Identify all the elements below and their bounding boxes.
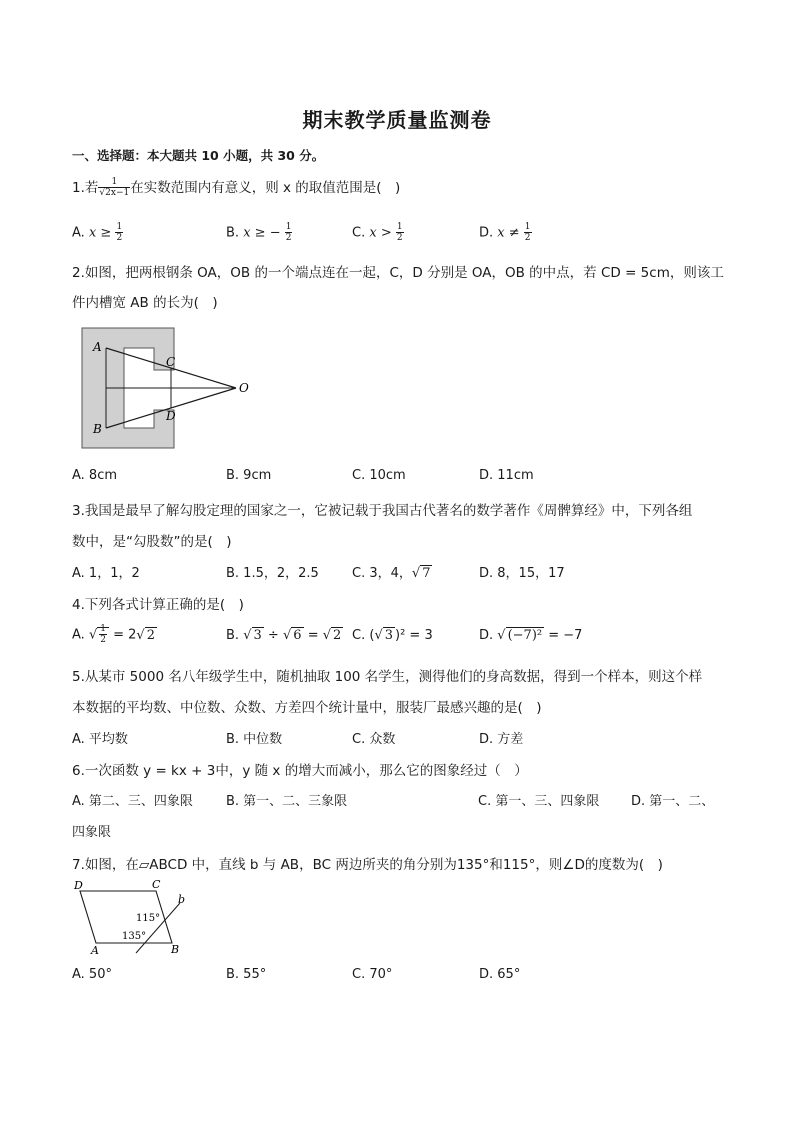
question-1-stem: 1.若 $\frac{1}{√2x-1}$ 在实数范围内有意义，则 x 的取值范围是( ) [72, 177, 401, 198]
question-2-option-d: D. 11cm [479, 468, 534, 483]
question-2-option-a: A. 8cm [72, 468, 118, 483]
question-2-figure [76, 326, 256, 450]
question-6-stem: 6.一次函数 y = kx + 3中，y 随 x 的增大而减小，那么它的图象经过（ ） [72, 763, 528, 779]
angle-135-label: 135° [122, 931, 147, 942]
question-5-option-d: D. 方差 [479, 732, 524, 747]
question-3-option-b: B. 1.5，2，2.5 [226, 566, 319, 581]
angle-115-label: 115° [136, 913, 161, 924]
question-7-figure [72, 877, 192, 957]
question-6-option-d: D. 第一、二、 [631, 794, 715, 809]
question-7-option-b: B. 55° [226, 967, 267, 982]
question-7-option-c: C. 70° [352, 967, 393, 982]
question-7-stem: 7.如图，在▱ABCD 中，直线 b 与 AB，BC 两边所夹的角分别为135°和115°，则∠D的度数为( ) [72, 857, 663, 873]
line-b-label: b [178, 893, 186, 906]
point-d-label: D [166, 409, 176, 423]
question-3-option-c: C. 3，4，√ 7 [352, 566, 431, 581]
question-7-option-a: A. 50° [72, 967, 112, 982]
point-o-label: O [239, 381, 249, 395]
question-4-stem: 4.下列各式计算正确的是( ) [72, 597, 244, 613]
point-c-label: C [166, 355, 176, 369]
question-3-stem-line-1: 3.我国是最早了解勾股定理的国家之一，它被记载于我国古代著名的数学著作《周髀算经》中，下列各组 [72, 503, 693, 519]
question-5-option-a: A. 平均数 [72, 732, 128, 747]
question-6-option-a: A. 第二、三、四象限 [72, 794, 193, 809]
question-6-option-d-continued: 四象限 [72, 825, 112, 840]
point-a-label: A [93, 340, 102, 354]
question-3-stem-line-2: 数中，是“勾股数”的是( ) [72, 534, 232, 550]
question-2-stem-line-2: 件内槽宽 AB 的长为( ) [72, 295, 218, 311]
question-2-option-c: C. 10cm [352, 468, 406, 483]
vertex-c-label: C [152, 878, 161, 891]
question-4-option-b: B. √ 3 ÷ √ 6 = √ 2 [226, 628, 342, 643]
vertex-a-label: A [91, 944, 99, 957]
question-5-option-b: B. 中位数 [226, 732, 283, 747]
question-1-option-a: A. x ≥ $\frac{1}{2}$ [72, 222, 123, 243]
question-2-option-b: B. 9cm [226, 468, 272, 483]
question-5-stem-line-1: 5.从某市 5000 名八年级学生中，随机抽取 100 名学生，测得他们的身高数据，得到一个样本，则这个样 [72, 669, 703, 685]
question-4-option-c: C. (√ 3 )² = 3 [352, 628, 433, 643]
fraction: $\frac{1}{√2x-1}$ [99, 177, 130, 198]
question-4-option-a: A. √ $\frac{1}{2}$ = 2√ 2 [72, 624, 155, 645]
question-5-stem-line-2: 本数据的平均数、中位数、众数、方差四个统计量中，服装厂最感兴趣的是( ) [72, 700, 542, 716]
vertex-d-label: D [74, 879, 83, 892]
question-3-option-d: D. 8，15，17 [479, 566, 565, 581]
question-7-option-d: D. 65° [479, 967, 521, 982]
question-1-option-c: C. x > $\frac{1}{2}$ [352, 222, 403, 243]
question-4-option-d: D. √ (−7)² = −7 [479, 628, 583, 643]
question-2-stem-line-1: 2.如图，把两根钢条 OA，OB 的一个端点连在一起，C，D 分别是 OA，OB 的中点，若 CD = 5cm，则该工 [72, 265, 724, 281]
vertex-b-label: B [171, 943, 180, 956]
question-5-option-c: C. 众数 [352, 732, 396, 747]
question-1-option-d: D. x ≠ $\frac{1}{2}$ [479, 222, 531, 243]
point-b-label: B [93, 422, 102, 436]
question-6-option-b: B. 第一、二、三象限 [226, 794, 348, 809]
section-heading: 一、选择题：本大题共 10 小题，共 30 分。 [72, 148, 325, 163]
page-title: 期末教学质量监测卷 [302, 108, 492, 132]
question-3-option-a: A. 1，1，2 [72, 566, 140, 581]
question-6-option-c: C. 第一、三、四象限 [478, 794, 600, 809]
question-1-option-b: B. x ≥ − $\frac{1}{2}$ [226, 222, 292, 243]
